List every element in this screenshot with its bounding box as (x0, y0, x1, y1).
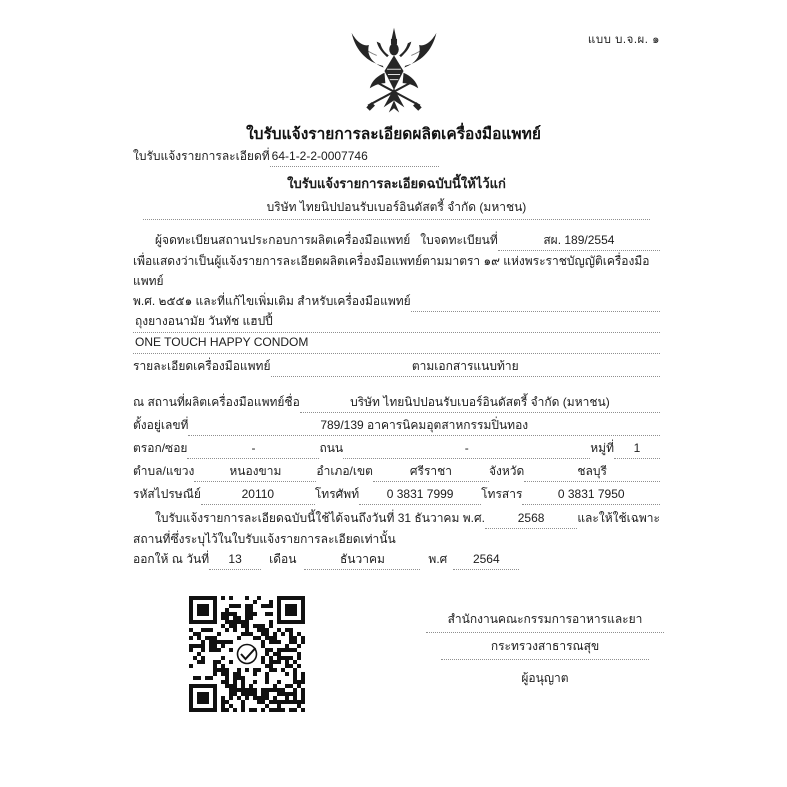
signer-label: ผู้อนุญาต (521, 671, 569, 685)
subdistrict-value: หนองขาม (194, 463, 316, 482)
footer-agency-block (425, 610, 665, 688)
issue-year-value: 2564 (453, 551, 519, 570)
issue-year-label: พ.ศ (428, 552, 448, 566)
device-detail-label: รายละเอียดเครื่องมือแพทย์ (133, 359, 271, 373)
validity-suffix: และให้ใช้เฉพาะ (577, 511, 660, 525)
site-address-value: 789/139 อาคารนิคมอุตสาหกรรมปิ่นทอง (188, 417, 660, 436)
registration-line3 (133, 291, 660, 312)
cert-number-value: สผ. 189/2554 (498, 232, 660, 251)
district-label: อำเภอ/เขต (316, 464, 373, 478)
issue-day-value: 13 (209, 551, 261, 570)
issue-month-value: ธันวาคม (304, 551, 420, 570)
registration-line2: เพื่อแสดงว่าเป็นผู้แจ้งรายการละเอียดผลิตเครื่องมือแพทย์ตามมาตรา ๑๙ แห่งพระราชบัญญัติเครื่องมือแพทย์ (133, 254, 650, 288)
cert-number-label: ใบจดทะเบียนที่ (420, 233, 498, 247)
site-contact-row (133, 484, 660, 505)
device-name-english: ONE TOUCH HAPPY CONDOM (133, 333, 660, 354)
site-name-row (133, 392, 660, 413)
device-field-blank (411, 310, 660, 312)
validity-year-value: 2568 (485, 510, 577, 529)
device-name-thai: ถุงยางอนามัย วันทัช แฮปปี้ (133, 312, 660, 333)
site-address-row (133, 415, 660, 436)
postcode-value: 20110 (201, 486, 315, 505)
validity-line2: สถานที่ซึ่งระบุไว้ในใบรับแจ้งรายการละเอียดเท่านั้น (133, 532, 396, 546)
soi-value: - (187, 440, 319, 459)
district-value: ศรีราชา (373, 463, 489, 482)
fax-value: 0 3831 7950 (522, 486, 660, 505)
phone-label: โทรศัพท์ (314, 487, 360, 501)
province-label: จังหวัด (488, 464, 525, 478)
site-address-label: ตั้งอยู่เลขที่ (133, 418, 189, 432)
site-soi-road-row (133, 438, 660, 459)
device-detail-row (133, 356, 660, 377)
act-reference-label: พ.ศ. ๒๕๕๑ และที่แก้ไขเพิ่มเติม สำหรับเครื่องมือแพทย์ (133, 294, 411, 308)
qr-code (189, 596, 305, 712)
issue-prefix: ออกให้ ณ วันที่ (133, 552, 210, 566)
fax-label: โทรสาร (481, 487, 523, 501)
device-detail-value: ตามเอกสารแนบท้าย (271, 358, 661, 377)
registrant-label: ผู้จดทะเบียนสถานประกอบการผลิตเครื่องมือแพทย์ (155, 233, 411, 247)
registration-line1 (133, 230, 660, 251)
validity-prefix: ใบรับแจ้งรายการละเอียดฉบับนี้ใช้ได้จนถึงวันที่ 31 ธันวาคม พ.ศ. (155, 511, 485, 525)
form-code-label: แบบ บ.จ.ผ. ๑ (587, 34, 660, 46)
road-value: - (343, 440, 590, 459)
soi-label: ตรอก/ซอย (133, 441, 188, 455)
receipt-number-row (133, 146, 660, 167)
document-body (133, 146, 660, 570)
validity-row (133, 508, 660, 529)
moo-label: หมู่ที่ (590, 441, 614, 455)
site-name-label: ณ สถานที่ผลิตเครื่องมือแพทย์ชื่อ (133, 395, 300, 409)
issue-month-label: เดือน (269, 552, 297, 566)
subdistrict-label: ตำบล/แขวง (133, 464, 195, 478)
province-value: ชลบุรี (524, 463, 660, 482)
issue-date-row (133, 549, 660, 570)
agency-name: สำนักงานคณะกรรมการอาหารและยา (426, 610, 664, 633)
document-title: ใบรับแจ้งรายการละเอียดผลิตเครื่องมือแพทย์ (246, 126, 541, 143)
ministry-name: กระทรวงสาธารณสุข (441, 637, 649, 660)
moo-value: 1 (614, 440, 660, 459)
phone-value: 0 3831 7999 (359, 486, 481, 505)
issued-to-heading: ใบรับแจ้งรายการละเอียดฉบับนี้ให้ไว้แก่ (287, 176, 506, 191)
issued-to-company: บริษัท ไทยนิปปอนรับเบอร์อินดัสตรี้ จำกัด (มหาชน) (143, 197, 650, 220)
receipt-number-label: ใบรับแจ้งรายการละเอียดที่ (133, 149, 270, 163)
site-name-value: บริษัท ไทยนิปปอนรับเบอร์อินดัสตรี้ จำกัด (มหาชน) (300, 394, 660, 413)
postcode-label: รหัสไปรษณีย์ (133, 487, 201, 501)
garuda-emblem-icon (342, 26, 446, 121)
receipt-number-value: 64-1-2-2-0007746 (270, 148, 439, 167)
site-district-row (133, 461, 660, 482)
road-label: ถนน (319, 441, 344, 455)
